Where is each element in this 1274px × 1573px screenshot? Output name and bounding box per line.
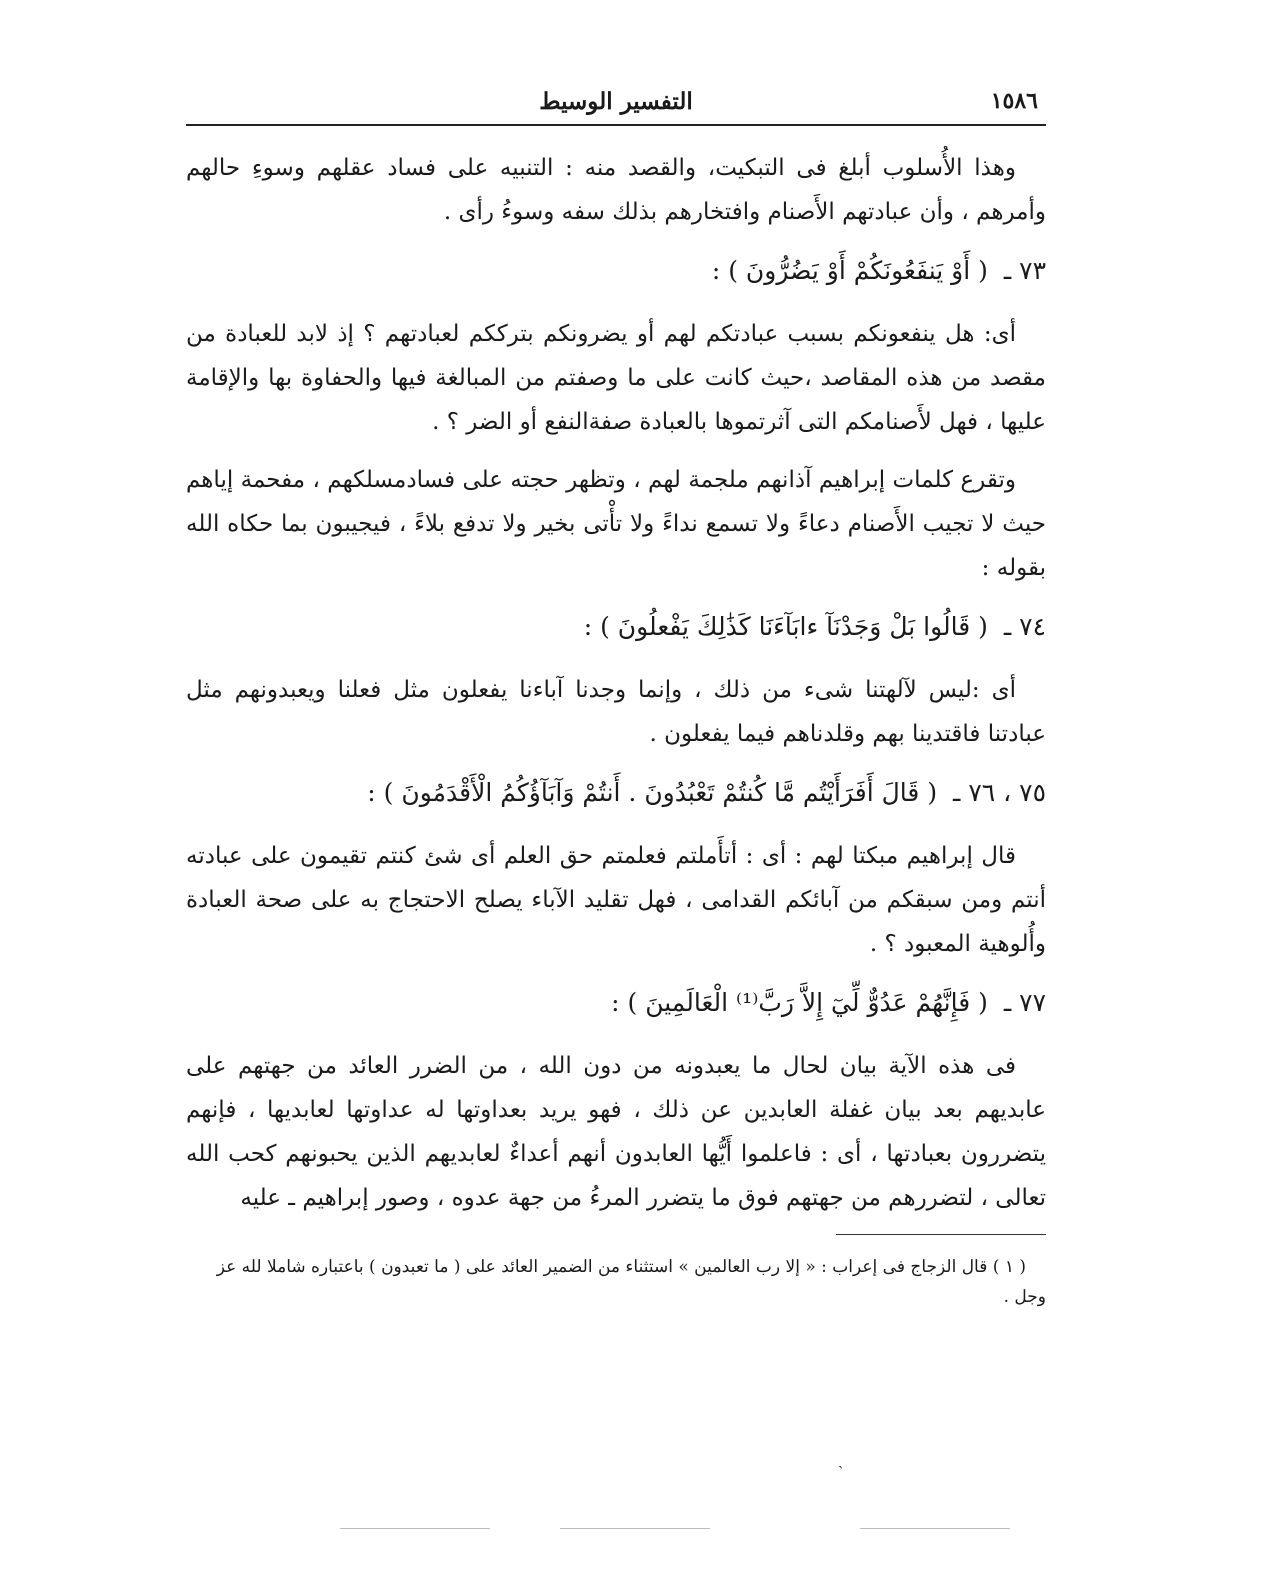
paragraph: أى: هل ينفعونكم بسبب عبادتكم لهم أو يضرونكم بترككم لعبادتهم ؟ إذ لابد للعبادة من مقصد من هذه المقاصد ،حيث كانت على ما وصفتم من المبالغة فيها والحفاوة بها والإقامة عليها ، فهل لأَصنامكم التى آثرتموها بالعبادة صفةالنفع أو الضر ؟ .: [186, 321, 1046, 435]
verse-number: ٧٥ ، ٧٦ ـ: [953, 778, 1046, 807]
verse-number: ٧٤ ـ: [1003, 612, 1046, 641]
page-number: ١٥٨٦: [990, 88, 1038, 114]
footnote-divider: [836, 1234, 1046, 1235]
scan-edge-line: [340, 1528, 490, 1530]
scan-edge-line: [560, 1528, 710, 1530]
scan-edge-line: [860, 1528, 1010, 1530]
verse-text: ( قَالَ أَفَرَأَيْتُم مَّا كُنتُمْ تَعْبُدُونَ . أَنتُمْ وَآبَآؤُكُمُ الْأَقْدَمُونَ ) :: [367, 778, 938, 807]
verse-number: ٧٣ ـ: [1003, 256, 1046, 285]
scan-mark: ˎ: [838, 1450, 844, 1469]
paragraph: وهذا الأُسلوب أبلغ فى التبكيت، والقصد منه : التنبيه على فساد عقلهم وسوءِ حالهم وأمرهم ، وأن عبادتهم الأَصنام وافتخارهم بذلك سفه وسوءُ رأى .: [186, 155, 1046, 225]
verse-heading: [186, 248, 1046, 294]
page-content: [186, 146, 1046, 1312]
verse-text: ( أَوْ يَنفَعُونَكُمْ أَوْ يَضُرُّونَ ) :: [711, 256, 988, 285]
book-title: التفسير الوسيط: [539, 88, 693, 115]
paragraph: فى هذه الآية بيان لحال ما يعبدونه من دون الله ، من الضرر العائد من جهتهم على عابديهم بعد بيان غفلة العابدين عن ذلك ، فهو يريد بعداوتها له عداوتها لعابديها ، فإنهم يتضررون بعبادتها ، أى : فاعلموا أَيُّها العابدون أنهم أعداءٌ لعابديهم الذين يحبونهم كحب الله تعالى ، لتضررهم من جهتهم فوق ما يتضرر المرءُ من جهة عدوه ، وصور إبراهيم ـ عليه: [186, 1053, 1046, 1211]
paragraph: قال إبراهيم مبكتا لهم : أى : أتأَملتم فعلمتم حق العلم أى شئ كنتم تقيمون على عبادته أنتم ومن سبقكم من آبائكم القدامى ، فهل تقليد الآباء يصلح الاحتجاج به على صحة العبادة وأُلوهية المعبود ؟ .: [186, 843, 1046, 957]
footnote: ( ١ ) قال الزجاج فى إعراب : « إلا رب العالمين » استثناء من الضمير العائد على ( ما تعبدون ) باعتباره شاملا لله عز وجل .: [216, 1257, 1046, 1307]
verse-heading: [186, 604, 1046, 650]
paragraph: وتقرع كلمات إبراهيم آذانهم ملجمة لهم ، وتظهر حجته على فسادمسلكهم ، مفحمة إياهم حيث لا تجيب الأَصنام دعاءً ولا تسمع نداءً ولا تأْتى بخير ولا تدفع بلاءً ، فيجيبون بما حكاه الله بقوله :: [186, 467, 1046, 581]
book-page: [186, 82, 1046, 1329]
page-header: [186, 82, 1046, 126]
verse-heading: [186, 770, 1046, 816]
verse-heading: [186, 980, 1046, 1026]
verse-text: ( فَإِنَّهُمْ عَدُوٌّ لِّيٓ إِلاَّ رَبَّ⁽¹⁾ الْعَالَمِينَ ) :: [611, 988, 988, 1017]
paragraph: أى :ليس لآلهتنا شىء من ذلك ، وإنما وجدنا آباءنا يفعلون مثل فعلنا ويعبدونهم مثل عبادتنا فاقتدينا بهم وقلدناهم فيما يفعلون .: [186, 677, 1046, 747]
verse-number: ٧٧ ـ: [1003, 988, 1046, 1017]
verse-text: ( قَالُوا بَلْ وَجَدْنَآ ءابَآءَنَا كَذَٰلِكَ يَفْعلُونَ ) :: [583, 612, 988, 641]
